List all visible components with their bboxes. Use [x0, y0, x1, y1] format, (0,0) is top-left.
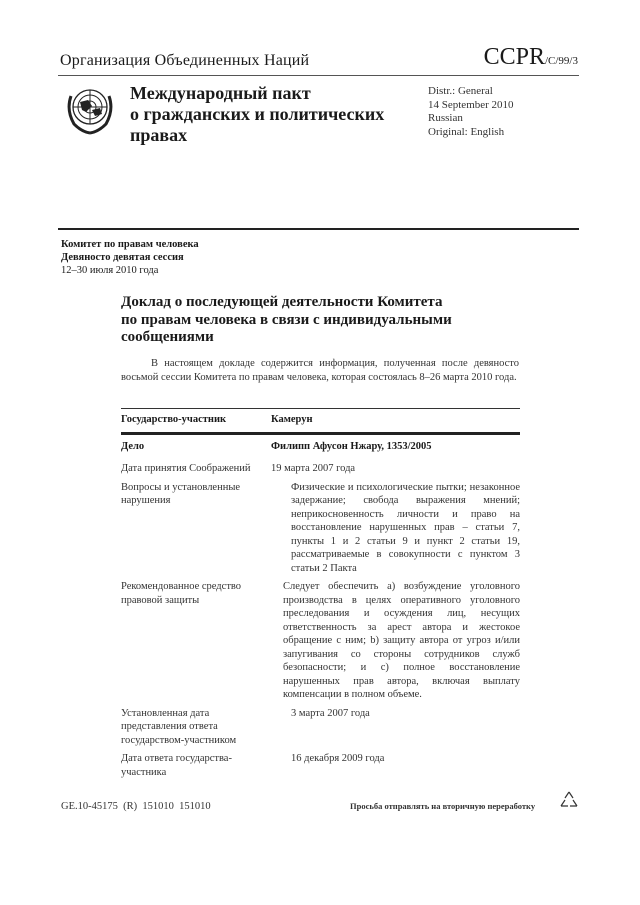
- distribution-date: 14 September 2010: [428, 98, 514, 111]
- case-value: Филипп Афусон Нжару, 1353/2005: [271, 440, 432, 452]
- report-title-line: по правам человека в связи с индивидуальными: [121, 311, 452, 328]
- table-row: [121, 747, 520, 779]
- table-row: [121, 457, 520, 476]
- table-row: [121, 476, 520, 576]
- session-name: Девяносто девятая сессия: [61, 252, 184, 263]
- document-symbol: [484, 44, 578, 71]
- table-row: [121, 702, 520, 748]
- distribution-language: Russian: [428, 112, 463, 124]
- covenant-title-line: правах: [130, 125, 188, 145]
- row-value: 3 марта 2007 года: [291, 707, 370, 719]
- row-value: Следует обеспечить a) возбуждение уголовного производства в целях оперативного уголовного преследования и осуждения лиц, несущих ответственность за арест автора и жестокое обращение с ним; b) защиту автора от угроз и/или запугивания со стороны сотрудников служб безопасности; и c) полное восстановление нарушенных прав автора, включая выплату компенсации в полном объеме.: [283, 581, 520, 700]
- row-label: Установленная дата представления ответа государством-участником: [121, 707, 237, 746]
- report-title-line: сообщениями: [121, 329, 214, 345]
- distribution-original: Original: English: [428, 125, 505, 138]
- committee-block: [61, 238, 199, 277]
- case-row: [121, 435, 520, 458]
- table-row: [121, 575, 520, 702]
- job-number: GE.10-45175 (R) 151010 151010: [61, 801, 211, 812]
- covenant-title-line: о гражданских и политических: [130, 104, 385, 124]
- row-label: Вопросы и установленные нарушения: [121, 481, 241, 506]
- row-value: Физические и психологические пытки; незаконное задержание; свобода выражения мнений; неприкосновенность личности и право на восстановление нарушенных прав – статьи 7, пункты 1 и 2 статьи 9 и пункт 2 статьи 19, рассматриваемые в совокупности с пунктом 3 статьи 2 Пакта: [291, 481, 520, 574]
- header-thick-rule: [58, 228, 579, 230]
- intro-paragraph: В настоящем докладе содержится информация, полученная после девяносто восьмой сессии Комитета по правам человека, которая состоялась 8–26 марта 2010 года.: [121, 358, 519, 383]
- distribution-block: [428, 85, 514, 139]
- report-title-line: Доклад о последующей деятельности Комитета: [121, 294, 443, 310]
- organization-name: Организация Объединенных Наций: [60, 52, 310, 69]
- case-label: Дело: [121, 440, 145, 452]
- symbol-main: CCPR: [483, 44, 545, 70]
- covenant-title-line: Международный пакт: [130, 83, 311, 103]
- symbol-suffix: /C/99/3: [544, 55, 578, 67]
- distribution-line: Distr.: General: [428, 85, 493, 97]
- row-value: 19 марта 2007 года: [271, 463, 356, 474]
- table-header-row: [121, 409, 520, 432]
- report-title: [121, 294, 521, 347]
- recycle-note: Просьба отправлять на вторичную переработку: [350, 801, 536, 811]
- state-party-value: Камерун: [271, 414, 313, 425]
- row-label: Дата принятия Соображений: [121, 463, 251, 474]
- un-emblem-icon: [64, 80, 116, 140]
- row-value: 16 декабря 2009 года: [291, 753, 385, 764]
- header-rule: [58, 75, 579, 76]
- session-dates: 12–30 июля 2010 года: [61, 265, 159, 276]
- row-label: Дата ответа государства-участника: [121, 753, 232, 778]
- recycle-icon: [558, 790, 580, 810]
- state-party-label: Государство-участник: [121, 414, 227, 425]
- followup-table: [121, 408, 520, 779]
- row-label: Рекомендованное средство правовой защиты: [121, 581, 242, 606]
- covenant-title: [130, 83, 384, 146]
- committee-name: Комитет по правам человека: [61, 239, 199, 250]
